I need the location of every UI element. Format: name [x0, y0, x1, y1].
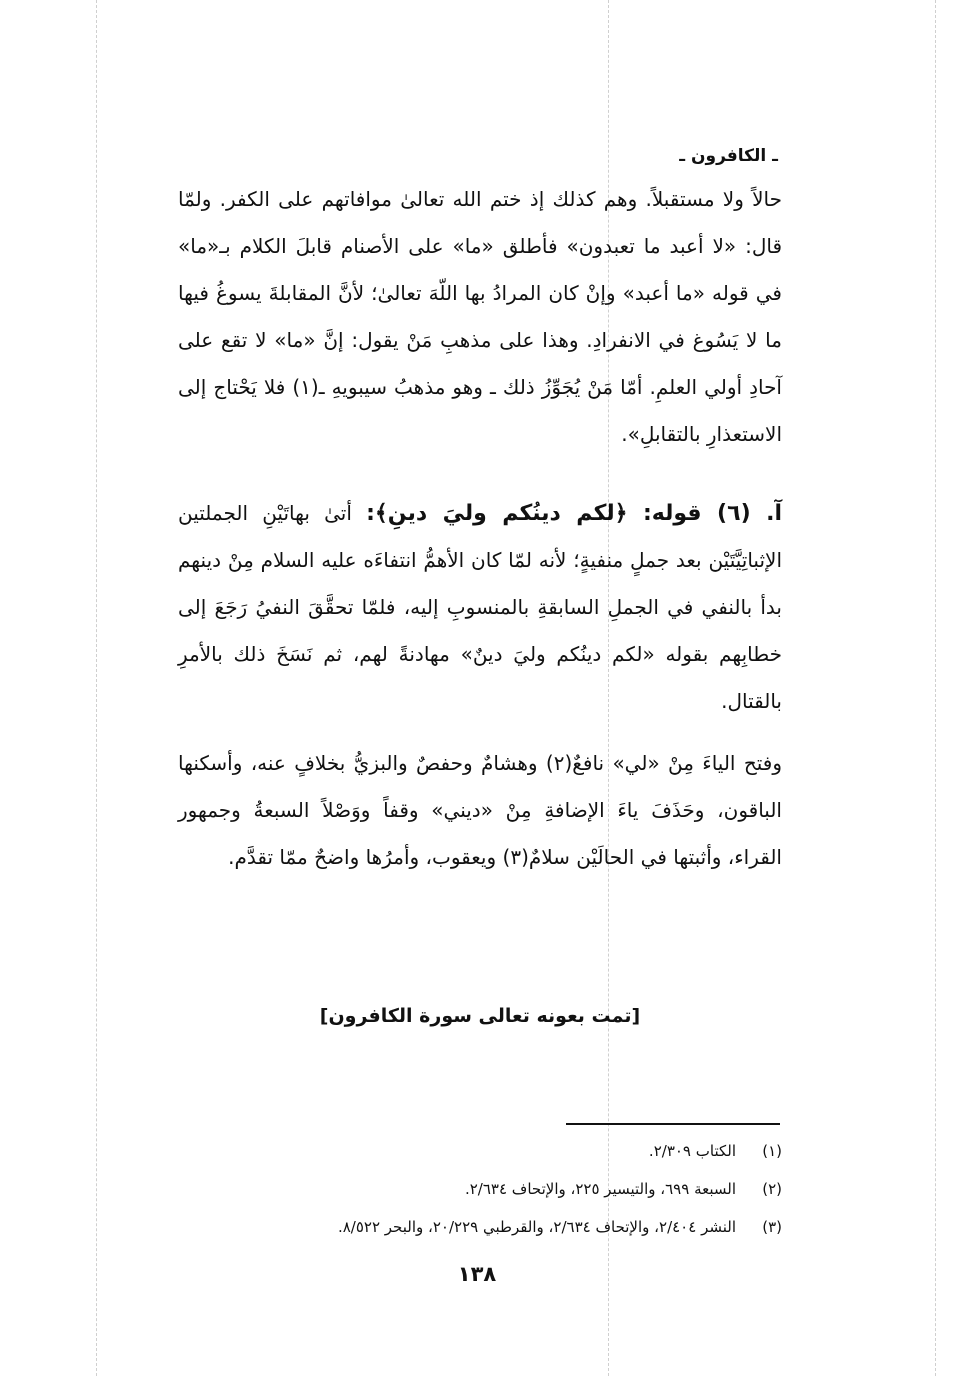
footnote: [100, 1208, 782, 1246]
verse-commentary: أتىٰ بهاتَيْنِ الجملتين الإثباتِيَّتَيْن بعد جملٍ منفيةٍ؛ لأنه لمّا كان الأهمُّ انتفاءَه عليه السلام مِنْ دينهم بدأ بالنفي في الجملِ السابقةِ بالمنسوبِ إليه، فلمّا تحقَّقَ النفيُ رَجَعَ إلى خطابِهم بقوله «لكم دينُكم وليَ دينٌ» مهادنةً لهم، ثم نَسَخَ ذلك بالأمرِ بالقتال.: [178, 501, 782, 713]
footnote-text: الكتاب ٢/٣٠٩.: [648, 1142, 736, 1160]
footnote-text: النشر ٢/٤٠٤، والإتحاف ٢/٦٣٤، والقرطبي ٢٠/٢٢٩، والبحر ٨/٥٢٢.: [337, 1218, 736, 1236]
footnotes: [100, 1132, 782, 1246]
footnote-text: السبعة ٦٩٩، والتيسير ٢٢٥، والإتحاف ٢/٦٣٤.: [464, 1180, 736, 1198]
footnote-separator: [566, 1123, 780, 1125]
footnote: [100, 1132, 782, 1170]
footnote-number: (٣): [762, 1218, 782, 1236]
footnote: [100, 1170, 782, 1208]
scan-guide-line: [935, 0, 936, 1376]
body-paragraph: حالاً ولا مستقبلاً. وهم كذلك إذ ختم الله تعالىٰ موافاتهم على الكفر. ولمّا قال: «لا أعبد ما تعبدون» فأطلق «ما» على الأصنام قابلَ الكلام بـ«ما» في قوله «ما أعبد» وإنْ كان المرادُ بها اللّهَ تعالىٰ؛ لأنَّ المقابلةَ يسوغُ فيها ما لا يَسُوغ في الانفرادِ. وهذا على مذهبِ مَنْ يقول: إنَّ «ما» لا تقع على آحادِ أولي العلمِ. أمّا مَنْ يُجَوِّزُ ذلك ـ وهو مذهبُ سيبويهِ ـ(١) فلا يَحْتاج إلى الاستعذارِ بالتقابلِ».: [178, 187, 782, 446]
page-number: ١٣٨: [457, 1262, 497, 1286]
footnote-number: (٢): [762, 1180, 782, 1198]
surah-closing-note: [تمت بعونه تعالى سورة الكافرون]: [319, 1005, 641, 1027]
scan-guide-line: [96, 0, 97, 1376]
body-paragraph: وفتح الياءَ مِنْ «لي» نافعٌ(٢) وهشامٌ وحفصٌ والبزيُّ بخلافٍ عنه، وأسكنها الباقون، وحَذَفَ ياءَ الإضافةِ مِنْ «ديني» وقفاً ووَصْلاً السبعةُ وجمهور القراء، وأثبتها في الحالَيْن سلامٌ(٣) ويعقوب، وأمرُها واضحٌ ممّا تقدَّم.: [178, 751, 782, 869]
footnote-number: (١): [762, 1142, 782, 1160]
verse-heading: آ. (٦) قوله: ﴿لكم دينُكم وليَ دينِ﴾:: [366, 501, 782, 526]
running-header: ـ الكافرون ـ: [679, 146, 778, 166]
verse-paragraph: [178, 490, 782, 725]
